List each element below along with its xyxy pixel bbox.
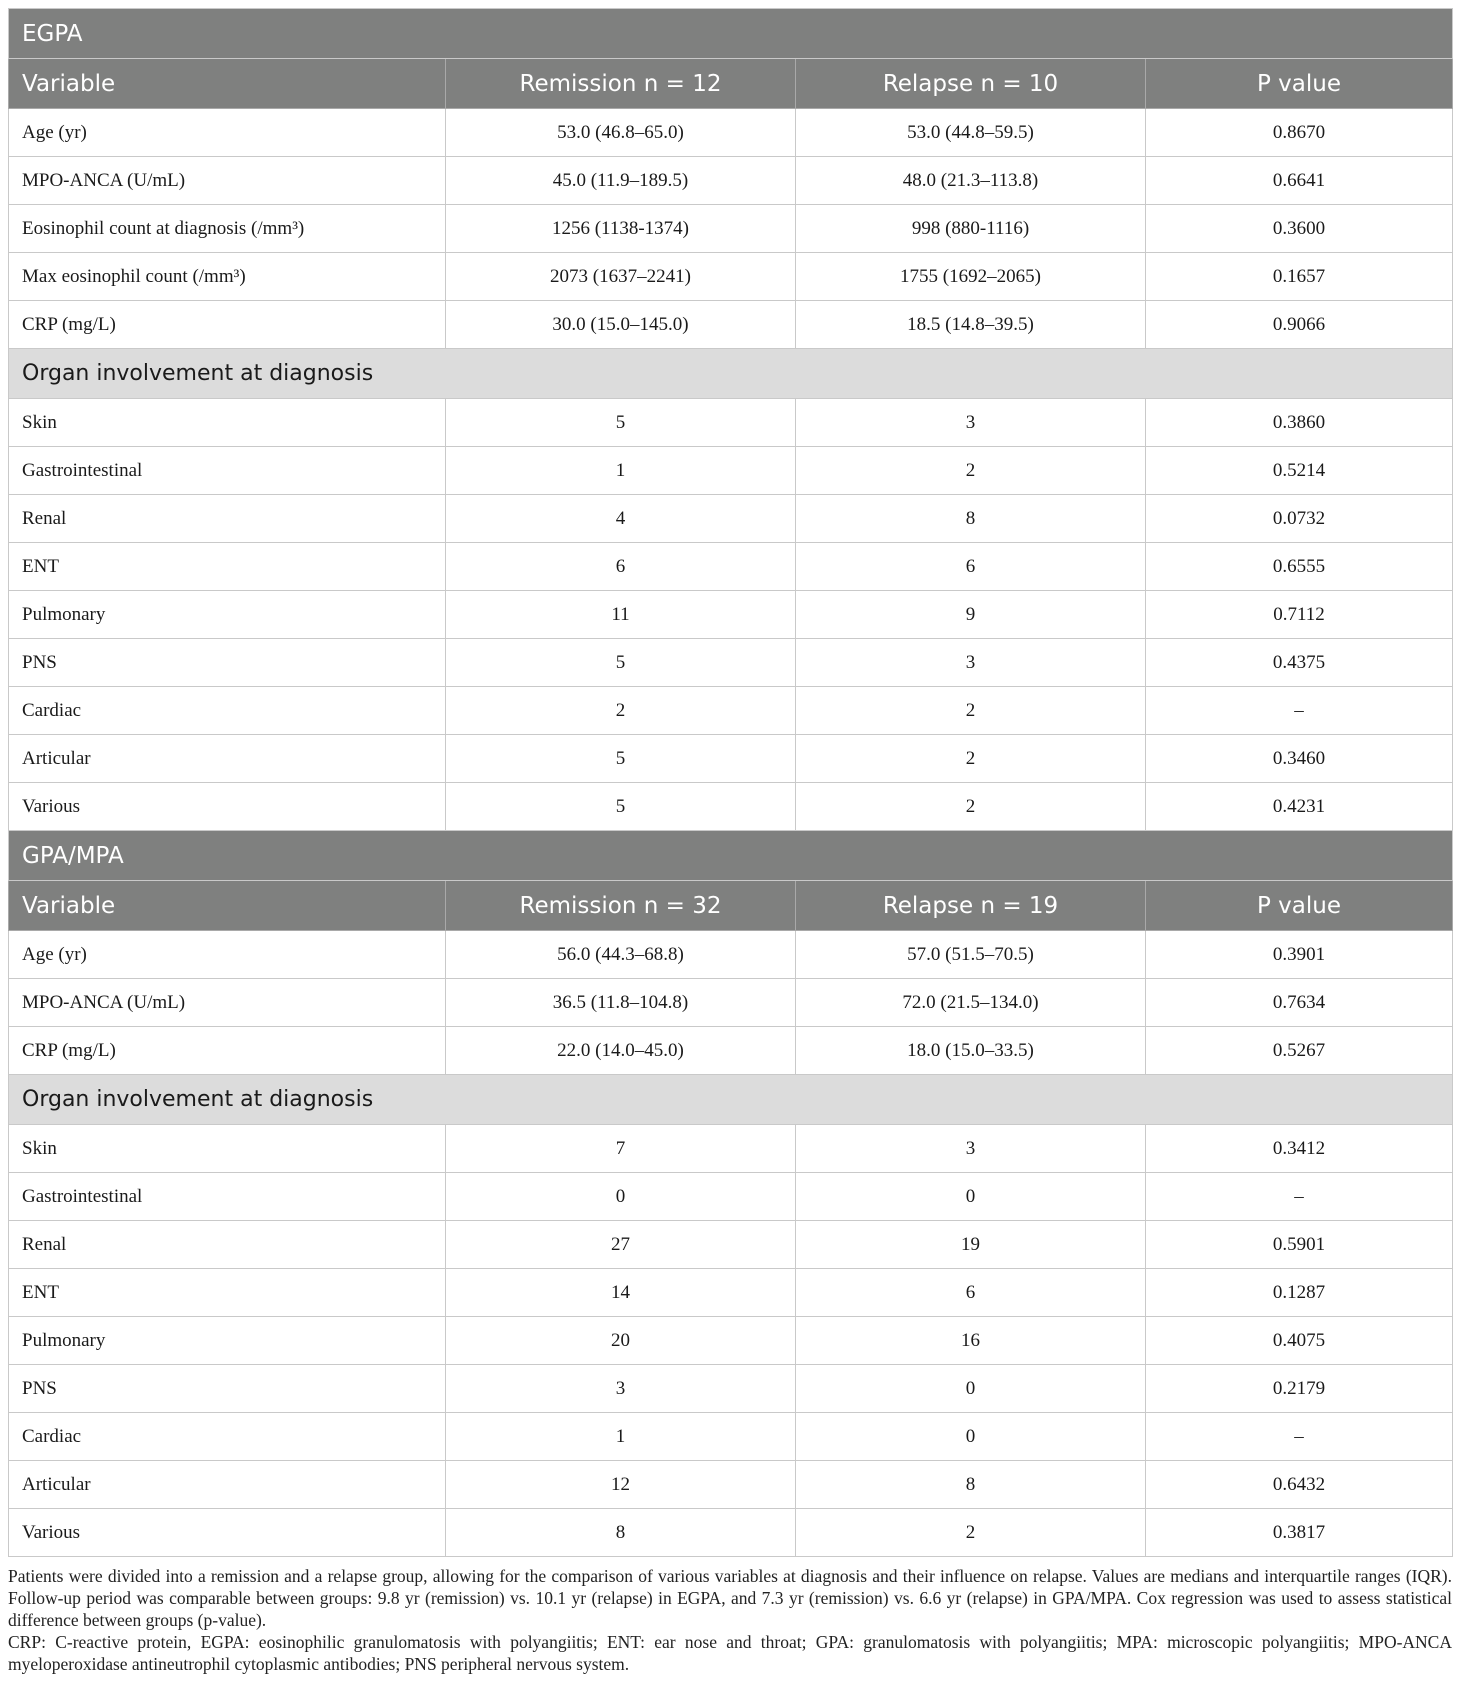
variable-label: Eosinophil count at diagnosis (/mm³) [9, 205, 446, 253]
table-cell: – [1146, 687, 1453, 735]
variable-label: Max eosinophil count (/mm³) [9, 253, 446, 301]
table-cell: 72.0 (21.5–134.0) [796, 979, 1146, 1027]
table-cell: – [1146, 1413, 1453, 1461]
table-cell: 0.5267 [1146, 1027, 1453, 1075]
table-cell: 12 [446, 1461, 796, 1509]
table-cell: 53.0 (44.8–59.5) [796, 109, 1146, 157]
table-cell: 18.0 (15.0–33.5) [796, 1027, 1146, 1075]
table-cell: 2 [796, 1509, 1146, 1557]
footnote-abbreviations: CRP: C-reactive protein, EGPA: eosinophilic granulomatosis with polyangiitis; ENT: ear nose and throat; GPA: granulomatosis with polyangiitis; MPA: microscopic polyangiitis; MPO-ANCA myeloperoxidase antineutrophil cytoplasmic antibodies; PNS peripheral nervous system. [8, 1632, 1452, 1674]
table-cell: 3 [796, 639, 1146, 687]
table-row [9, 687, 1453, 735]
table-cell: 8 [796, 495, 1146, 543]
variable-label: PNS [9, 639, 446, 687]
table-cell: 48.0 (21.3–113.8) [796, 157, 1146, 205]
table-row [9, 1269, 1453, 1317]
table-cell: 27 [446, 1221, 796, 1269]
table-cell: 0 [446, 1173, 796, 1221]
variable-label: Renal [9, 1221, 446, 1269]
table-cell: 0.3412 [1146, 1125, 1453, 1173]
table-row [9, 931, 1453, 979]
table-cell: 20 [446, 1317, 796, 1365]
column-header: Relapse n = 19 [796, 881, 1146, 931]
variable-label: Various [9, 1509, 446, 1557]
table-cell: 6 [796, 1269, 1146, 1317]
table-row [9, 1221, 1453, 1269]
table-cell: 22.0 (14.0–45.0) [446, 1027, 796, 1075]
table-cell: 0.3600 [1146, 205, 1453, 253]
table-cell: 56.0 (44.3–68.8) [446, 931, 796, 979]
table-cell: 6 [796, 543, 1146, 591]
variable-label: ENT [9, 1269, 446, 1317]
table-cell: 11 [446, 591, 796, 639]
variable-label: Renal [9, 495, 446, 543]
table-cell: 2 [796, 447, 1146, 495]
table-row [9, 447, 1453, 495]
column-header-row [9, 59, 1453, 109]
subsection-row [9, 349, 1453, 399]
table-row [9, 639, 1453, 687]
column-header-row [9, 881, 1453, 931]
table-row [9, 1413, 1453, 1461]
table-cell: 1 [446, 447, 796, 495]
table-cell: 0.9066 [1146, 301, 1453, 349]
variable-label: PNS [9, 1365, 446, 1413]
variable-label: Age (yr) [9, 109, 446, 157]
section-title: GPA/MPA [9, 831, 1453, 881]
variable-label: MPO-ANCA (U/mL) [9, 157, 446, 205]
variable-label: Cardiac [9, 1413, 446, 1461]
column-header: Variable [9, 59, 446, 109]
footnote-description: Patients were divided into a remission and a relapse group, allowing for the comparison of various variables at diagnosis and their influence on relapse. Values are medians and interquartile ranges (IQR). Follow-up period was comparable between groups: 9.8 yr (remission) vs. 10.1 yr (relapse) in EGPA, and 7.3 yr (remission) vs. 6.6 yr (relapse) in GPA/MPA. Cox regression was used to assess statistical difference between groups (p-value). [8, 1566, 1452, 1630]
subsection-row [9, 1075, 1453, 1125]
variable-label: Skin [9, 399, 446, 447]
table-cell: 2 [796, 735, 1146, 783]
table-cell: 18.5 (14.8–39.5) [796, 301, 1146, 349]
table-cell: 3 [796, 399, 1146, 447]
table-row [9, 783, 1453, 831]
variable-label: CRP (mg/L) [9, 301, 446, 349]
variable-label: Pulmonary [9, 1317, 446, 1365]
table-cell: 8 [446, 1509, 796, 1557]
table-row [9, 1365, 1453, 1413]
variable-label: Pulmonary [9, 591, 446, 639]
table-cell: 0.5901 [1146, 1221, 1453, 1269]
table-cell: 7 [446, 1125, 796, 1173]
table-cell: 0.3860 [1146, 399, 1453, 447]
table-cell: 0 [796, 1365, 1146, 1413]
table-cell: 36.5 (11.8–104.8) [446, 979, 796, 1027]
variable-label: Age (yr) [9, 931, 446, 979]
variable-label: MPO-ANCA (U/mL) [9, 979, 446, 1027]
table-footnotes [8, 1565, 1452, 1675]
table-cell: 19 [796, 1221, 1146, 1269]
table-row [9, 399, 1453, 447]
variable-label: ENT [9, 543, 446, 591]
table-cell: 0.4375 [1146, 639, 1453, 687]
table-cell: 0.4231 [1146, 783, 1453, 831]
table-cell: 0.3817 [1146, 1509, 1453, 1557]
table-cell: 2073 (1637–2241) [446, 253, 796, 301]
table-cell: 0.7634 [1146, 979, 1453, 1027]
table-cell: 1 [446, 1413, 796, 1461]
table-cell: 6 [446, 543, 796, 591]
table-cell: 0.2179 [1146, 1365, 1453, 1413]
variable-label: Articular [9, 1461, 446, 1509]
table-row [9, 1461, 1453, 1509]
column-header: Relapse n = 10 [796, 59, 1146, 109]
variable-label: Gastrointestinal [9, 447, 446, 495]
table-cell: 1256 (1138-1374) [446, 205, 796, 253]
table-cell: 9 [796, 591, 1146, 639]
table-row [9, 1027, 1453, 1075]
table-cell: 5 [446, 639, 796, 687]
subsection-title: Organ involvement at diagnosis [9, 1075, 1453, 1125]
table-cell: 4 [446, 495, 796, 543]
table-cell: 5 [446, 783, 796, 831]
variable-label: Skin [9, 1125, 446, 1173]
table-row [9, 979, 1453, 1027]
table-row [9, 495, 1453, 543]
table-cell: 0.6432 [1146, 1461, 1453, 1509]
column-header: Remission n = 32 [446, 881, 796, 931]
table-cell: 0.1657 [1146, 253, 1453, 301]
table-cell: 0.6555 [1146, 543, 1453, 591]
table-cell: – [1146, 1173, 1453, 1221]
variable-label: Various [9, 783, 446, 831]
table-row [9, 735, 1453, 783]
table-row [9, 591, 1453, 639]
table-cell: 0.4075 [1146, 1317, 1453, 1365]
table-row [9, 205, 1453, 253]
table-cell: 3 [446, 1365, 796, 1413]
table-cell: 0.5214 [1146, 447, 1453, 495]
section-title: EGPA [9, 9, 1453, 59]
table-cell: 0.0732 [1146, 495, 1453, 543]
table-cell: 0.3460 [1146, 735, 1453, 783]
table-row [9, 1317, 1453, 1365]
column-header: Remission n = 12 [446, 59, 796, 109]
table-row [9, 109, 1453, 157]
table-cell: 0.8670 [1146, 109, 1453, 157]
table-cell: 0.7112 [1146, 591, 1453, 639]
subsection-title: Organ involvement at diagnosis [9, 349, 1453, 399]
table-row [9, 253, 1453, 301]
table-cell: 2 [446, 687, 796, 735]
table-cell: 14 [446, 1269, 796, 1317]
variable-label: CRP (mg/L) [9, 1027, 446, 1075]
column-header: Variable [9, 881, 446, 931]
table-cell: 5 [446, 735, 796, 783]
table-cell: 30.0 (15.0–145.0) [446, 301, 796, 349]
table-row [9, 157, 1453, 205]
table-row [9, 1125, 1453, 1173]
table-row [9, 1173, 1453, 1221]
table-cell: 0 [796, 1173, 1146, 1221]
table-row [9, 543, 1453, 591]
section-title-row [9, 831, 1453, 881]
table-cell: 5 [446, 399, 796, 447]
variable-label: Gastrointestinal [9, 1173, 446, 1221]
variable-label: Cardiac [9, 687, 446, 735]
table-cell: 2 [796, 783, 1146, 831]
table-cell: 2 [796, 687, 1146, 735]
table-cell: 45.0 (11.9–189.5) [446, 157, 796, 205]
results-table [8, 8, 1453, 1557]
table-cell: 0.3901 [1146, 931, 1453, 979]
column-header: P value [1146, 59, 1453, 109]
table-cell: 16 [796, 1317, 1146, 1365]
column-header: P value [1146, 881, 1453, 931]
table-cell: 53.0 (46.8–65.0) [446, 109, 796, 157]
table-cell: 1755 (1692–2065) [796, 253, 1146, 301]
table-cell: 57.0 (51.5–70.5) [796, 931, 1146, 979]
table-row [9, 1509, 1453, 1557]
table-row [9, 301, 1453, 349]
table-cell: 0.1287 [1146, 1269, 1453, 1317]
table-cell: 3 [796, 1125, 1146, 1173]
table-cell: 998 (880-1116) [796, 205, 1146, 253]
table-cell: 0 [796, 1413, 1146, 1461]
section-title-row [9, 9, 1453, 59]
document [8, 8, 1452, 1675]
variable-label: Articular [9, 735, 446, 783]
table-cell: 0.6641 [1146, 157, 1453, 205]
table-cell: 8 [796, 1461, 1146, 1509]
